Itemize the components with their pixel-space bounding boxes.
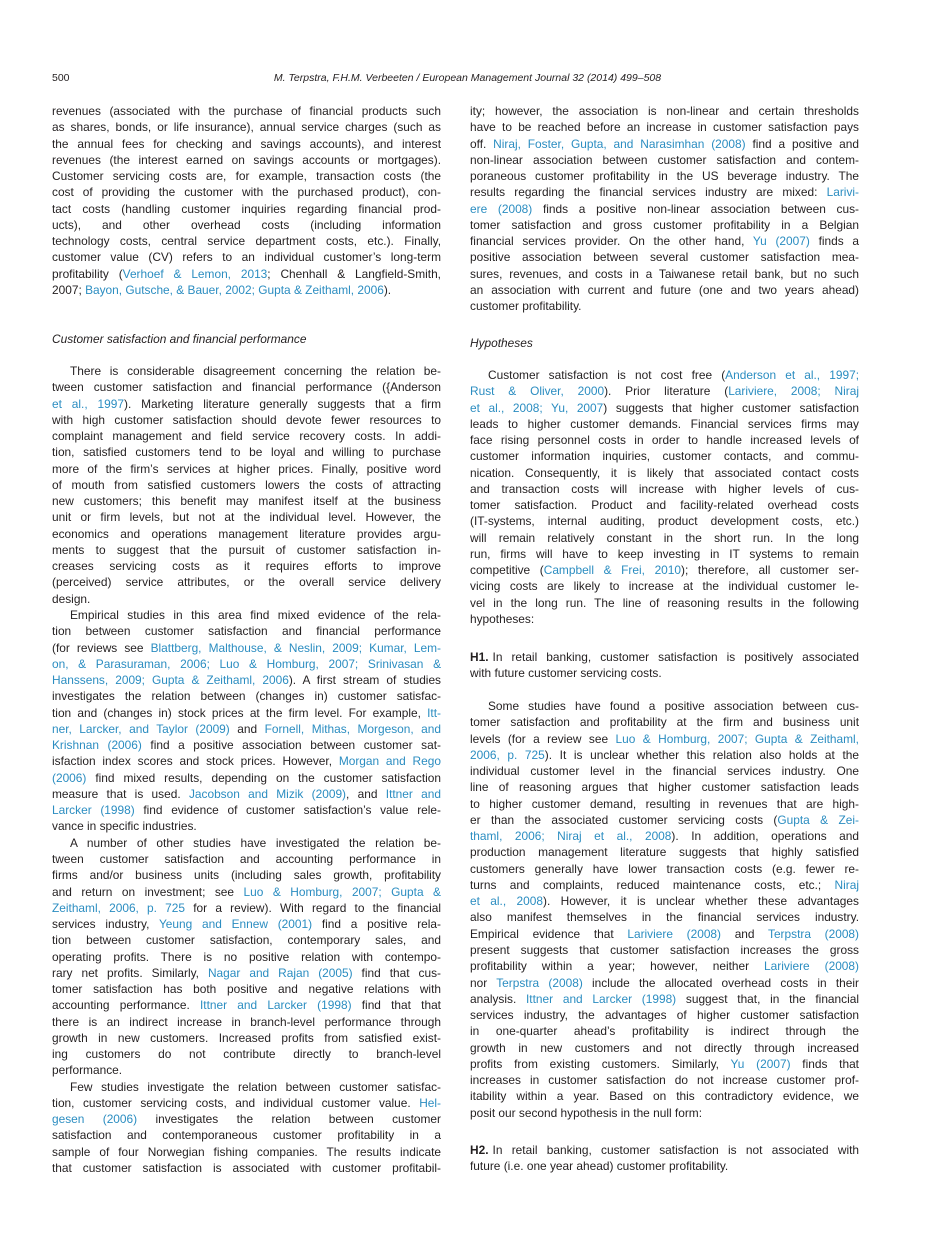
citation-link[interactable]: ner, Larcker, and Taylor (2009) — [52, 721, 230, 736]
right-column-intro — [470, 103, 859, 314]
text-line: and return on investment; see Luo & Homburg, 2007; Gupta & — [52, 884, 441, 899]
text-line: increases in customer satisfaction do not increase customer prof- — [470, 1073, 859, 1088]
citation-link[interactable]: Lariviere (2008) — [764, 959, 859, 974]
text-line: ucts), and other overhead costs (including information — [52, 217, 441, 232]
section-heading-hypotheses: Hypotheses — [470, 336, 533, 350]
text-line — [52, 656, 441, 672]
text-line: off. Niraj, Foster, Gupta, and Narasimhan (2008) find a positive and — [470, 136, 859, 151]
text-line: accounting performance. Ittner and Larcker (1998) find that that — [52, 998, 441, 1013]
hypothesis-label: H1. — [470, 650, 489, 664]
text-line: competitive (Campbell & Frei, 2010); therefore, all customer ser- — [470, 563, 859, 578]
text-line: customers generally have lower transaction costs (e.g. fewer re- — [470, 861, 859, 876]
text-line: satisfaction and contemporaneous customer profitability in a — [52, 1128, 441, 1143]
text-line: with future customer servicing costs. — [470, 666, 662, 681]
text-line: tion and (changes in) stock prices at the firm level. For example, Itt- — [52, 705, 441, 720]
text-line: profits from existing customers. Similarly, Yu (2007) finds that — [470, 1056, 859, 1071]
citation-link[interactable]: Krishnan (2006) — [52, 738, 142, 753]
text-line: A number of other studies have investigated the relation be- — [70, 835, 441, 850]
text-line: and transaction costs will increase with higher levels of cus- — [470, 481, 859, 496]
text-line: financial services provider. On the other hand, Yu (2007) finds a — [470, 234, 860, 249]
citation-link[interactable]: Hanssens, 2009; Gupta & Zeithaml, 2006 — [52, 673, 289, 688]
citation-link[interactable]: 2006, p. 725 — [470, 747, 545, 762]
text-line: to higher customer demand, resulting in revenues that are high- — [470, 796, 859, 811]
text-line: individual customer level in the financial services industry. One — [470, 764, 859, 779]
citation-link[interactable]: ere (2008) — [470, 201, 533, 216]
text-line: as shares, bonds, or life insurance), annual service charges (such as — [52, 120, 441, 135]
text-line: Zeithaml, 2006, p. 725 for a review). With regard to the financial — [52, 900, 441, 915]
text-line: levels (for a review see Luo & Homburg, 2007; Gupta & Zeithaml, — [470, 731, 859, 746]
text-line: in one-quarter ahead’s profitability is indirect through the — [470, 1024, 859, 1039]
text-line: nor Terpstra (2008) include the allocated overhead costs in their — [470, 975, 859, 990]
citation-link[interactable]: Luo & Homburg, 2007; Gupta & Zeithaml, — [615, 731, 859, 746]
text-line: There is considerable disagreement concerning the relation be- — [70, 364, 441, 378]
text-line: vance in specific industries. — [52, 819, 197, 834]
citation-link[interactable]: Ittner and — [385, 786, 441, 801]
text-line: Larcker (1998) find evidence of customer satisfaction’s value rele- — [52, 803, 441, 818]
text-line: turns and complaints, reduced maintenance costs, etc.; Niraj — [470, 877, 859, 892]
text-line: et al., 2008; Yu, 2007) suggests that higher customer satisfaction — [470, 400, 859, 415]
text-line: leads to higher customer demands. Financial services firms may — [470, 416, 859, 431]
text-line: tomer satisfaction. Product and facility-related overhead costs — [470, 498, 859, 513]
text-line: non-linear association between customer satisfaction and contem- — [470, 152, 859, 167]
text-line: rary net profits. Similarly, Nagar and Rajan (2005) find that cus- — [52, 965, 441, 980]
text-line: ere (2008) finds a positive non-linear association between cus- — [470, 201, 859, 216]
text-line: line of reasoning argues that higher customer satisfaction leads — [470, 780, 859, 795]
citation-link[interactable]: Rust & Oliver, 2000 — [470, 384, 605, 399]
text-line: customer information inquiries, customer contacts, and commu- — [470, 449, 859, 464]
text-line: Empirical studies in this area find mixed evidence of the rela- — [70, 607, 441, 622]
text-line: tween customer satisfaction and accounting performance in — [52, 851, 441, 866]
citation-link[interactable]: on, & Parasuraman, 2006; Luo & Homburg, 2007; Srinivasan & — [52, 656, 441, 671]
text-line: vel in the long run. The line of reasoning results in the following — [470, 595, 859, 610]
text-line: production management literature suggests that highly satisfied — [470, 845, 859, 860]
text-line: more of the firm’s services at higher prices. Finally, positive word — [52, 461, 441, 476]
text-line: revenues (associated with the purchase of financial products such — [52, 104, 441, 118]
citation-link[interactable]: (2006) — [52, 770, 87, 785]
text-line: tween customer satisfaction and financial performance ({Anderson — [52, 380, 441, 395]
citation-link[interactable]: Larcker (1998) — [52, 803, 135, 818]
text-line: have to be reached before an increase in customer satisfaction pays — [470, 120, 859, 135]
citation-link[interactable]: Ittner and Larcker (1998) — [526, 991, 677, 1006]
citation-link[interactable]: et al., 2008; Yu, 2007 — [470, 400, 604, 415]
citation-link[interactable]: Lariviere (2008) — [627, 926, 722, 941]
text-line: firms and/or business units (including sales growth, profitability — [52, 868, 441, 883]
text-line: will remain relatively constant in the short run. In the long — [470, 530, 859, 545]
text-line: poraneous customer profitability in the US beverage industry. The — [470, 169, 859, 184]
text-line: isfaction index scores and stock prices. However, Morgan and Rego — [52, 754, 441, 769]
text-line: Krishnan (2006) find a positive association between customer sat- — [52, 738, 441, 753]
text-line: ing customers do not contribute directly to branch-level — [52, 1047, 441, 1062]
citation-link[interactable]: Terpstra (2008) — [768, 926, 859, 941]
left-column-body — [52, 363, 441, 1176]
text-line: creases servicing costs as it requires efforts to improve — [52, 559, 441, 574]
citation-link[interactable]: Ittner and Larcker (1998) — [199, 998, 352, 1013]
text-line: positive association between several customer satisfaction mea- — [470, 250, 859, 265]
citation-link[interactable]: thaml, 2006; Niraj et al., 2008 — [470, 829, 672, 844]
citation-link[interactable]: Yeung and Ennew (2001) — [158, 917, 313, 932]
text-line: 2006, p. 725). It is unclear whether this relation also holds at the — [470, 747, 860, 762]
text-line: posit our second hypothesis in the null form: — [470, 1105, 702, 1120]
text-line: sample of four Norwegian fishing companies. The results indicate — [52, 1144, 441, 1159]
text-line: unit or firm levels, but not at the individual level. However, the — [52, 510, 441, 525]
text-line: technology costs, central service department costs, etc.). Finally, — [52, 234, 441, 249]
text-line: H2. In retail banking, customer satisfaction is not associated with — [470, 1143, 859, 1157]
text-line: Empirical evidence that Lariviere (2008) and Terpstra (2008) — [470, 926, 859, 941]
citation-link[interactable]: Yu (2007) — [752, 234, 810, 249]
hypotheses-paragraph-1 — [470, 367, 859, 627]
text-line: complaint management and field service recovery costs. In addi- — [52, 429, 441, 444]
text-line: vicing costs are likely to increase at the individual customer le- — [470, 579, 859, 594]
text-line: run, firms will have to keep investing in IT systems to remain — [470, 546, 859, 561]
citation-link[interactable]: Verhoef & Lemon, 2013 — [122, 266, 268, 281]
text-line: ity; however, the association is non-linear and certain thresholds — [470, 104, 859, 118]
text-line: customer value (CV) refers to an individual customer’s long-term — [52, 250, 441, 265]
text-line: ner, Larcker, and Taylor (2009) and Fornell, Mithas, Morgeson, and — [52, 721, 442, 736]
citation-link[interactable]: Niraj — [834, 877, 859, 892]
text-line: future (i.e. one year ahead) customer profitability. — [470, 1159, 729, 1174]
text-line: cost of providing the customer with the purchased product), con- — [52, 185, 441, 200]
text-line: design. — [52, 591, 91, 606]
citation-link[interactable]: Morgan and Rego — [338, 754, 441, 769]
citation-link[interactable]: et al., 1997 — [52, 396, 124, 411]
text-line: profitability (Verhoef & Lemon, 2013; Chenhall & Langfield-Smith, — [52, 266, 441, 281]
text-line: tion, customer servicing costs, and individual customer value. Hel- — [52, 1095, 441, 1110]
text-line: (IT-systems, internal auditing, product development costs, etc.) — [470, 514, 859, 529]
text-line: the annual fees for checking and savings accounts), and interest — [52, 136, 441, 151]
text-line: growth in new customers. Increased profits from satisfied exist- — [52, 1030, 441, 1045]
citation-link[interactable]: Blattberg, Malthouse, & Neslin, 2009; Kumar, Lem- — [150, 640, 441, 655]
text-line: et al., 1997). Marketing literature generally suggests that a firm — [52, 396, 441, 411]
hypothesis-2 — [470, 1142, 859, 1175]
text-line: 2007; Bayon, Gutsche, & Bauer, 2002; Gupta & Zeithaml, 2006). — [52, 282, 392, 297]
citation-link[interactable]: Itt- — [427, 705, 441, 720]
citation-link[interactable]: Larivi- — [826, 185, 859, 200]
text-line: economics and operations management literature provides argu- — [52, 526, 441, 541]
hypotheses-paragraph-2 — [470, 698, 859, 1121]
citation-link[interactable]: Bayon, Gutsche, & Bauer, 2002; Gupta & Zeithaml, 2006 — [85, 282, 384, 297]
text-line: nication. Consequently, it is likely that associated contact costs — [470, 465, 859, 480]
text-line: tion between customer satisfaction and financial performance — [52, 624, 441, 639]
citation-link[interactable]: Campbell & Frei, 2010 — [543, 563, 682, 578]
text-line: analysis. Ittner and Larcker (1998) suggest that, in the financial — [470, 991, 859, 1006]
text-line: Customer satisfaction is not cost free (Anderson et al., 1997; — [488, 368, 859, 382]
text-line: services industry, the advantages of higher customer satisfaction — [470, 1008, 859, 1023]
text-line: et al., 2008). However, it is unclear whether these advantages — [470, 894, 859, 909]
citation-link[interactable]: Hel- — [419, 1095, 441, 1110]
hypothesis-1 — [470, 649, 859, 682]
text-line: sures, revenues, and costs in a Taiwanese retail bank, but no such — [470, 266, 859, 281]
text-line: new customers; this benefit may manifest itself at the business — [52, 494, 441, 509]
text-line: H1. In retail banking, customer satisfaction is positively associated — [470, 650, 859, 664]
text-line: with high customer satisfaction should devote fewer resources to — [52, 412, 441, 427]
text-line: Hanssens, 2009; Gupta & Zeithaml, 2006). A first stream of studies — [52, 673, 442, 688]
text-line: tomer satisfaction and gross customer profitability in a Belgian — [470, 217, 859, 232]
text-line: Customer servicing costs are, for example, transaction costs (the — [52, 169, 441, 184]
citation-link[interactable]: Gupta & Zei- — [777, 812, 859, 827]
text-line: results regarding the financial services industry are mixed: Larivi- — [470, 185, 859, 200]
citation-link[interactable]: et al., 2008 — [470, 894, 544, 909]
citation-link[interactable]: Luo & Homburg, 2007; Gupta & — [243, 884, 441, 899]
text-line: an association with current and future (one and two years ahead) — [470, 282, 859, 297]
text-line: Some studies have found a positive association between cus- — [488, 699, 859, 713]
text-line: performance. — [52, 1063, 123, 1078]
text-line: tion, satisfied customers tend to be loyal and willing to purchase — [52, 445, 441, 460]
citation-link[interactable]: Yu (2007) — [730, 1056, 791, 1071]
page-number: 500 — [52, 72, 70, 84]
text-line: Rust & Oliver, 2000). Prior literature (Lariviere, 2008; Niraj — [470, 384, 859, 399]
text-line: operating profits. There is no positive relation with contempo- — [52, 949, 441, 964]
citation-link[interactable]: Fornell, Mithas, Morgeson, and — [264, 721, 442, 736]
text-line: tomer satisfaction has both positive and negative relations with — [52, 982, 441, 997]
text-line: there is an indirect increase in branch-level performance through — [52, 1014, 441, 1029]
left-column-intro — [52, 103, 441, 298]
text-line: hypotheses: — [470, 611, 535, 626]
hypothesis-label: H2. — [470, 1143, 489, 1157]
text-line: (for reviews see Blattberg, Malthouse, & Neslin, 2009; Kumar, Lem- — [52, 640, 441, 655]
text-line: also manifest themselves in the financial services industry. — [470, 910, 859, 925]
citation-link[interactable]: Niraj, Foster, Gupta, and Narasimhan (2008) — [493, 136, 746, 151]
running-head: M. Terpstra, F.H.M. Verbeeten / European Management Journal 32 (2014) 499–508 — [273, 72, 662, 84]
text-line: that customer satisfaction is associated with customer profitabil- — [52, 1161, 441, 1176]
text-line: gesen (2006) investigates the relation between customer — [52, 1112, 441, 1127]
text-line: Few studies investigate the relation between customer satisfac- — [70, 1079, 441, 1094]
text-line: profitability within a year; however, neither Lariviere (2008) — [470, 959, 859, 974]
citation-link[interactable]: Lariviere, 2008; Niraj — [728, 384, 859, 399]
text-line: ments to suggest that the pursuit of customer satisfaction in- — [52, 542, 441, 557]
text-line: growth in new customers and not directly through increased — [470, 1040, 859, 1055]
text-line: itability within a year. Based on this contradictory evidence, we — [470, 1089, 859, 1104]
section-heading: Customer satisfaction and financial performance — [52, 332, 307, 346]
citation-link[interactable]: Anderson et al., 1997; — [725, 368, 859, 382]
text-line: services industry, Yeung and Ennew (2001) find a positive rela- — [52, 917, 441, 932]
text-line: er than the associated customer servicing costs (Gupta & Zei- — [470, 812, 859, 827]
citation-link[interactable]: gesen (2006) — [52, 1112, 138, 1127]
citation-link[interactable]: Terpstra (2008) — [496, 975, 583, 990]
text-line: investigates the relation between (changes in) customer satisfac- — [52, 689, 441, 704]
text-line: measure that is used. Jacobson and Mizik (2009), and Ittner and — [52, 786, 441, 801]
text-line: thaml, 2006; Niraj et al., 2008). In addition, operations and — [470, 829, 860, 844]
text-line: customer profitability. — [470, 299, 582, 314]
text-line: face rising personnel costs in order to handle increased levels of — [470, 433, 859, 448]
text-line: of mouth from satisfied customers lowers the costs of attracting — [52, 477, 441, 492]
text-line: (2006) find mixed results, depending on the customer satisfaction — [52, 770, 441, 785]
citation-link[interactable]: Jacobson and Mizik (2009) — [188, 786, 347, 801]
text-line: tact costs (handling customer inquiries regarding financial prod- — [52, 201, 441, 216]
text-line: present suggests that customer satisfaction increases the gross — [470, 942, 859, 957]
text-line: tomer satisfaction and profitability at the firm and business unit — [470, 715, 859, 730]
citation-link[interactable]: Zeithaml, 2006, p. 725 — [52, 900, 186, 915]
citation-link[interactable]: Nagar and Rajan (2005) — [207, 965, 353, 980]
text-line: (perceived) service attributes, or the overall service delivery — [52, 575, 441, 590]
text-line: tion between customer satisfaction, contemporary sales, and — [52, 933, 441, 948]
text-line: revenues (the interest earned on savings accounts or mortgages). — [52, 152, 441, 167]
